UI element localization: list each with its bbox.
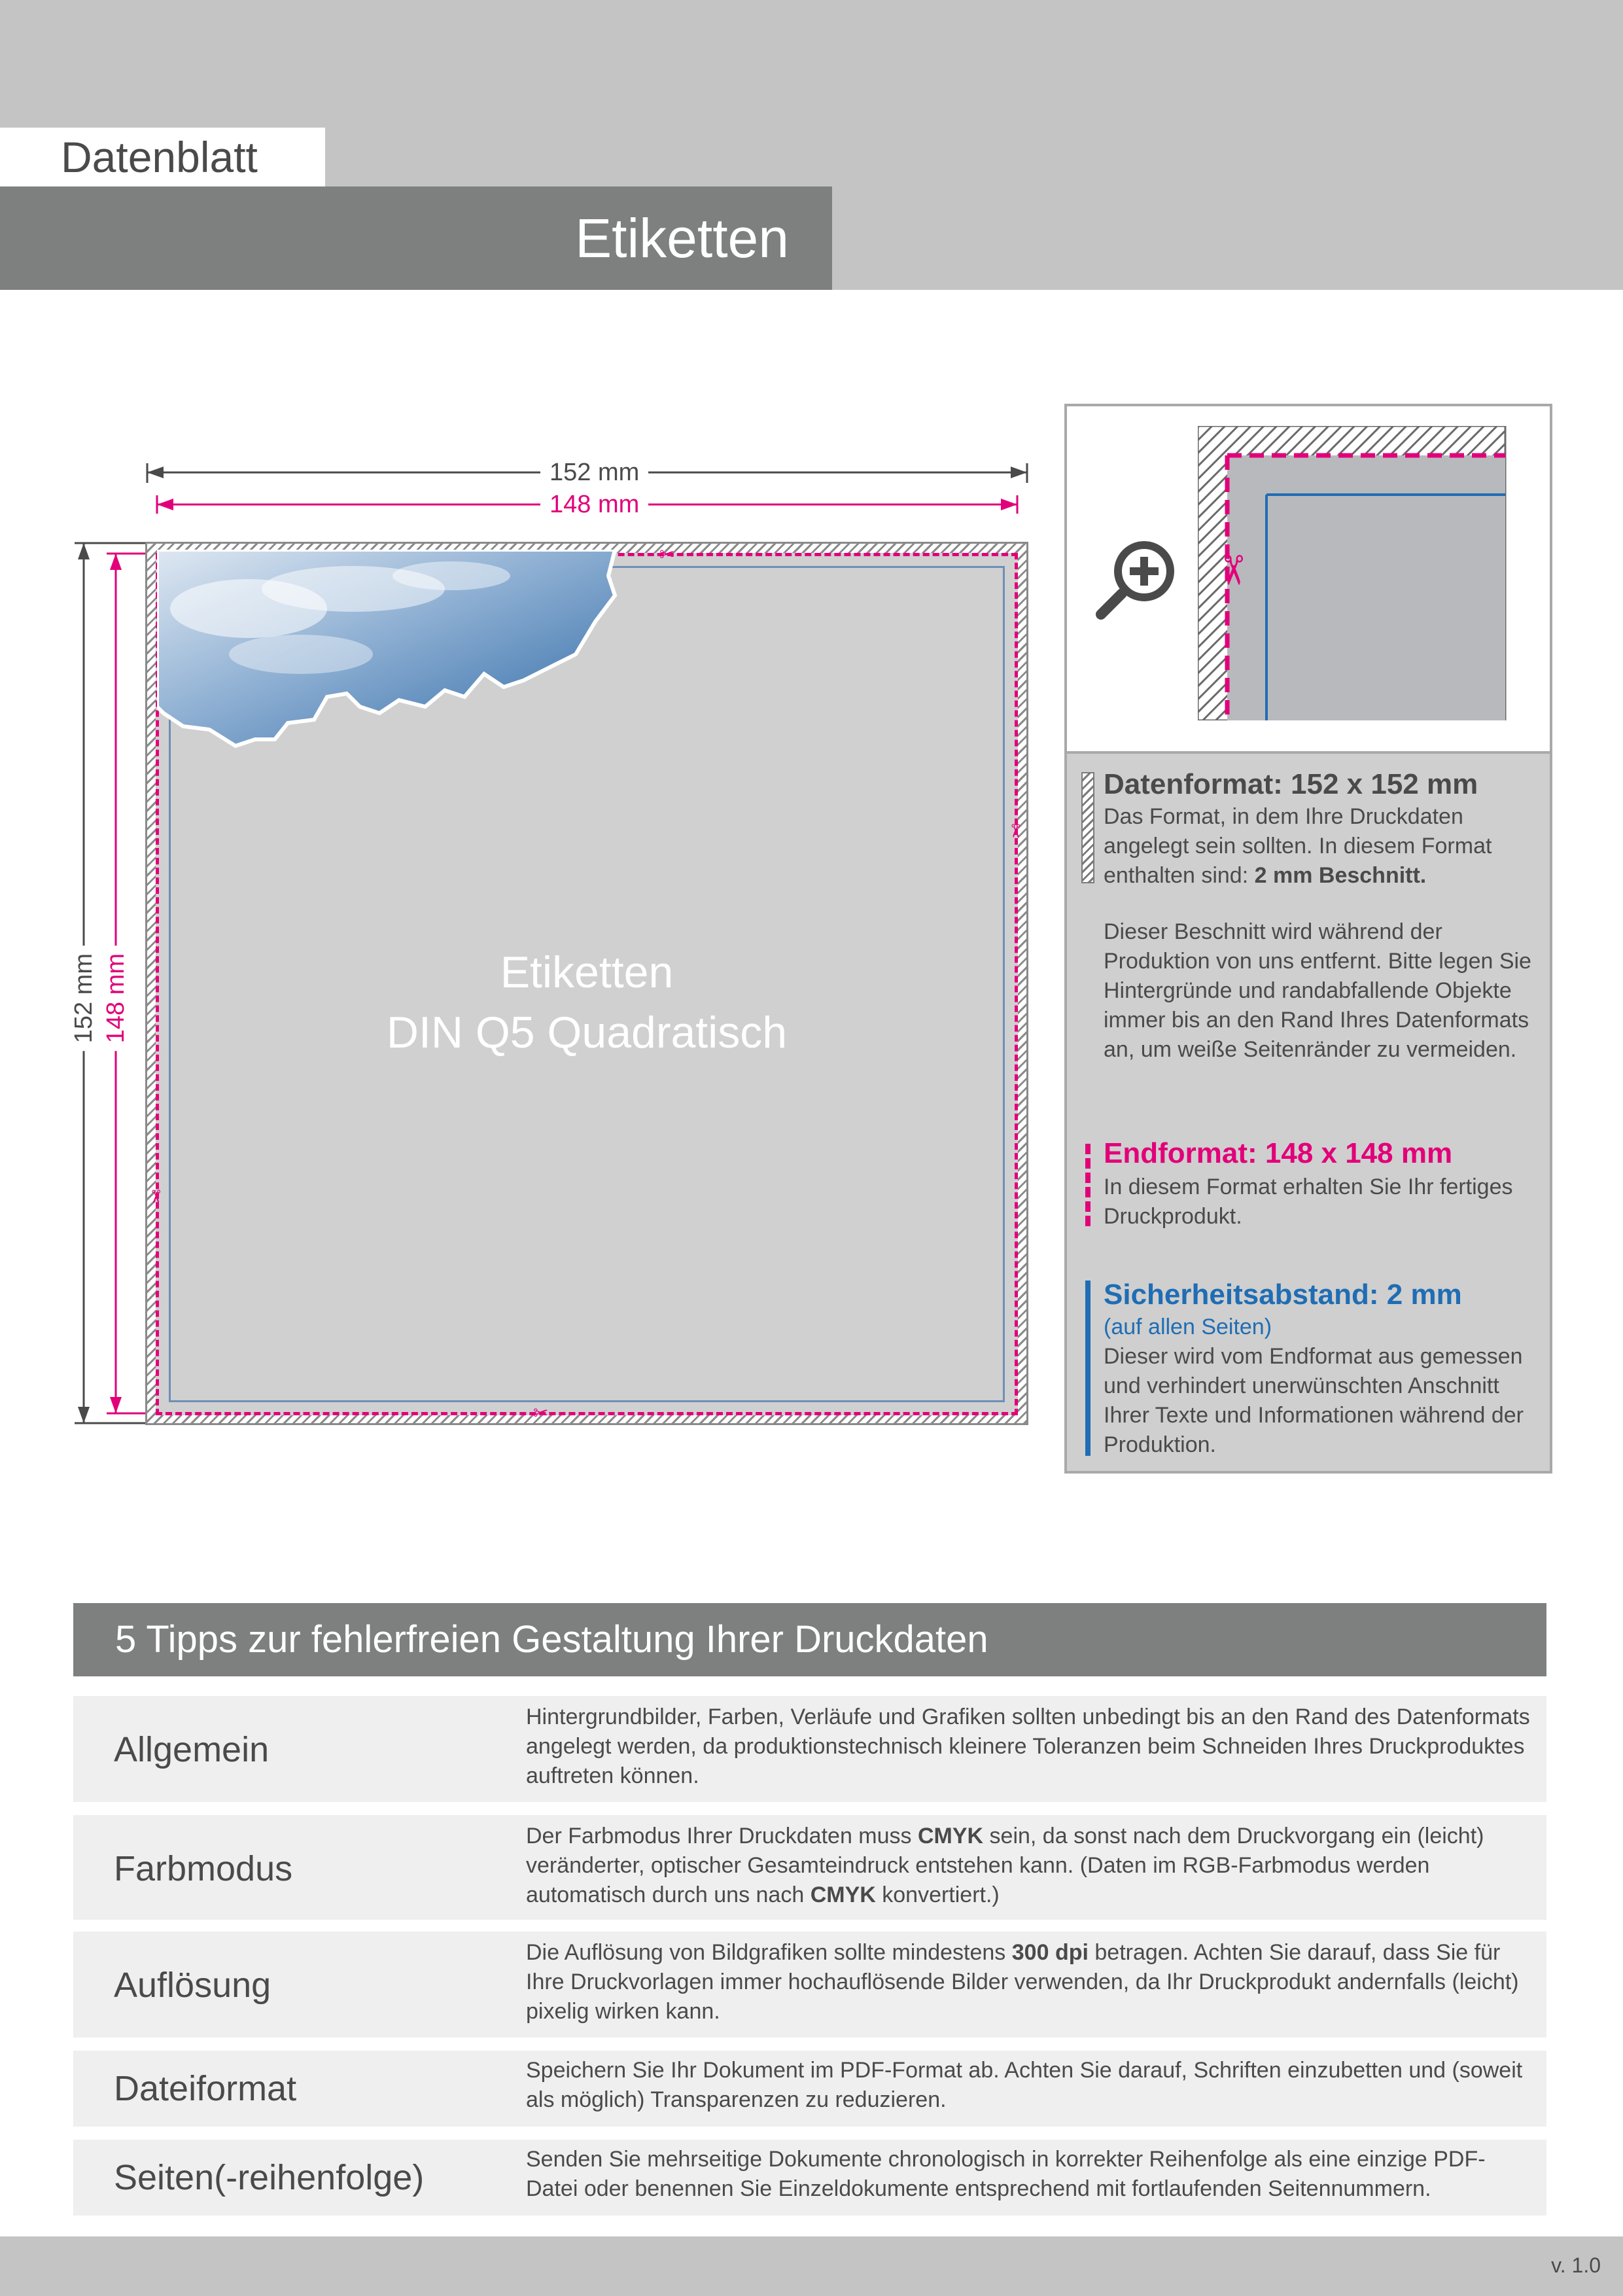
datenformat-text: Das Format, in dem Ihre Druckdaten angelegt sein sollten. In diesem Format enthalten sind: 2 mm Beschnitt. xyxy=(1104,804,1492,888)
product-name: Etiketten xyxy=(500,947,674,997)
data-format-height-label: 152 mm xyxy=(69,945,98,1051)
scissors-icon: ✂ xyxy=(145,1189,166,1205)
sky-image xyxy=(157,550,621,759)
zoom-in-icon xyxy=(1093,537,1178,622)
sicherheit-subtitle: (auf allen Seiten) xyxy=(1104,1315,1272,1339)
footer-band xyxy=(0,2236,1623,2296)
tip-row-aufloesung xyxy=(73,1932,1546,2038)
endformat-text: In diesem Format erhalten Sie Ihr fertiges Druckprodukt. xyxy=(1104,1174,1513,1229)
tip-row-allgemein xyxy=(73,1696,1546,1802)
scissors-icon: ✂ xyxy=(533,1403,549,1423)
sicherheit-title: Sicherheitsabstand: 2 mm xyxy=(1104,1279,1462,1311)
tip-text: Hintergrundbilder, Farben, Verläufe und Grafiken sollten unbedingt bis an den Rand des Datenformats angelegt werden, da produktionstechnisch kleinere Toleranzen beim Schneiden Ihres Druckproduktes auftreten können. xyxy=(526,1704,1530,1788)
tip-text: Speichern Sie Ihr Dokument im PDF-Format ab. Achten Sie darauf, Schriften einzubetten und (soweit als möglich) Transparenzen zu reduzieren. xyxy=(526,2058,1523,2112)
product-format: DIN Q5 Quadratisch xyxy=(386,1008,788,1057)
tip-text: Senden Sie mehrseitige Dokumente chronologisch in korrekter Reihenfolge als eine einzige PDF-Datei oder benennen Sie Einzeldokumente entsprechend mit fortlaufenden Seitennummern. xyxy=(526,2147,1486,2201)
sicherheit-text: Dieser wird vom Endformat aus gemessen und verhindert unerwünschten Anschnitt Ihrer Texte und Informationen während der Produktion. xyxy=(1104,1344,1524,1457)
tip-label: Seiten(-reihenfolge) xyxy=(114,2158,425,2197)
legend-endformat-swatch xyxy=(1085,1144,1091,1226)
tip-row-dateiformat xyxy=(73,2051,1546,2127)
scissors-icon: ✂ xyxy=(659,544,675,565)
legend-bleed-swatch xyxy=(1081,772,1094,883)
scissors-icon: ✂ xyxy=(1005,823,1026,839)
tip-label: Allgemein xyxy=(114,1730,270,1769)
tip-label: Dateiformat xyxy=(114,2069,297,2108)
datenformat-title: Datenformat: 152 x 152 mm xyxy=(1104,768,1478,800)
tip-row-seiten xyxy=(73,2140,1546,2216)
datenblatt-label: Datenblatt xyxy=(0,128,325,186)
legend-safety-swatch xyxy=(1085,1280,1091,1456)
version-label: v. 1.0 xyxy=(1551,2253,1601,2277)
beschnitt-text: Dieser Beschnitt wird während der Produktion von uns entfernt. Bitte legen Sie Hintergründe und randabfallende Objekte immer bis an den Rand Ihres Datenformats an, um weiße Seitenränder zu vermeiden. xyxy=(1104,919,1531,1062)
end-format-width-label: 148 mm xyxy=(540,490,648,519)
product-caption xyxy=(156,942,1018,1063)
tip-text: Der Farbmodus Ihrer Druckdaten muss CMYK sein, da sonst nach dem Druckvorgang ein (leicht) veränderter, optischer Gesamteindruck entstehen kann. (Daten im RGB-Farbmodus werden automatisch durch uns nach CMYK konvertiert.) xyxy=(526,1824,1484,1907)
tip-label: Farbmodus xyxy=(114,1849,293,1888)
data-format-width-label: 152 mm xyxy=(540,458,648,487)
tip-row-farbmodus xyxy=(73,1815,1546,1920)
detail-zoom-box xyxy=(1064,404,1552,754)
tips-header: 5 Tipps zur fehlerfreien Gestaltung Ihrer Druckdaten xyxy=(73,1603,1546,1676)
page-title: Etiketten xyxy=(0,186,832,290)
tip-label: Auflösung xyxy=(114,1966,271,2005)
scissors-icon: ✂ xyxy=(1210,553,1255,588)
tip-text: Die Auflösung von Bildgrafiken sollte mindestens 300 dpi betragen. Achten Sie darauf, dass Sie für Ihre Druckvorlagen immer hochauflösende Bilder verwenden, da Ihr Druckprodukt andernfalls (leicht) pixelig wirken kann. xyxy=(526,1940,1519,2024)
end-format-height-label: 148 mm xyxy=(101,945,130,1051)
format-info-panel xyxy=(1064,754,1552,1474)
endformat-title: Endformat: 148 x 148 mm xyxy=(1104,1137,1453,1169)
